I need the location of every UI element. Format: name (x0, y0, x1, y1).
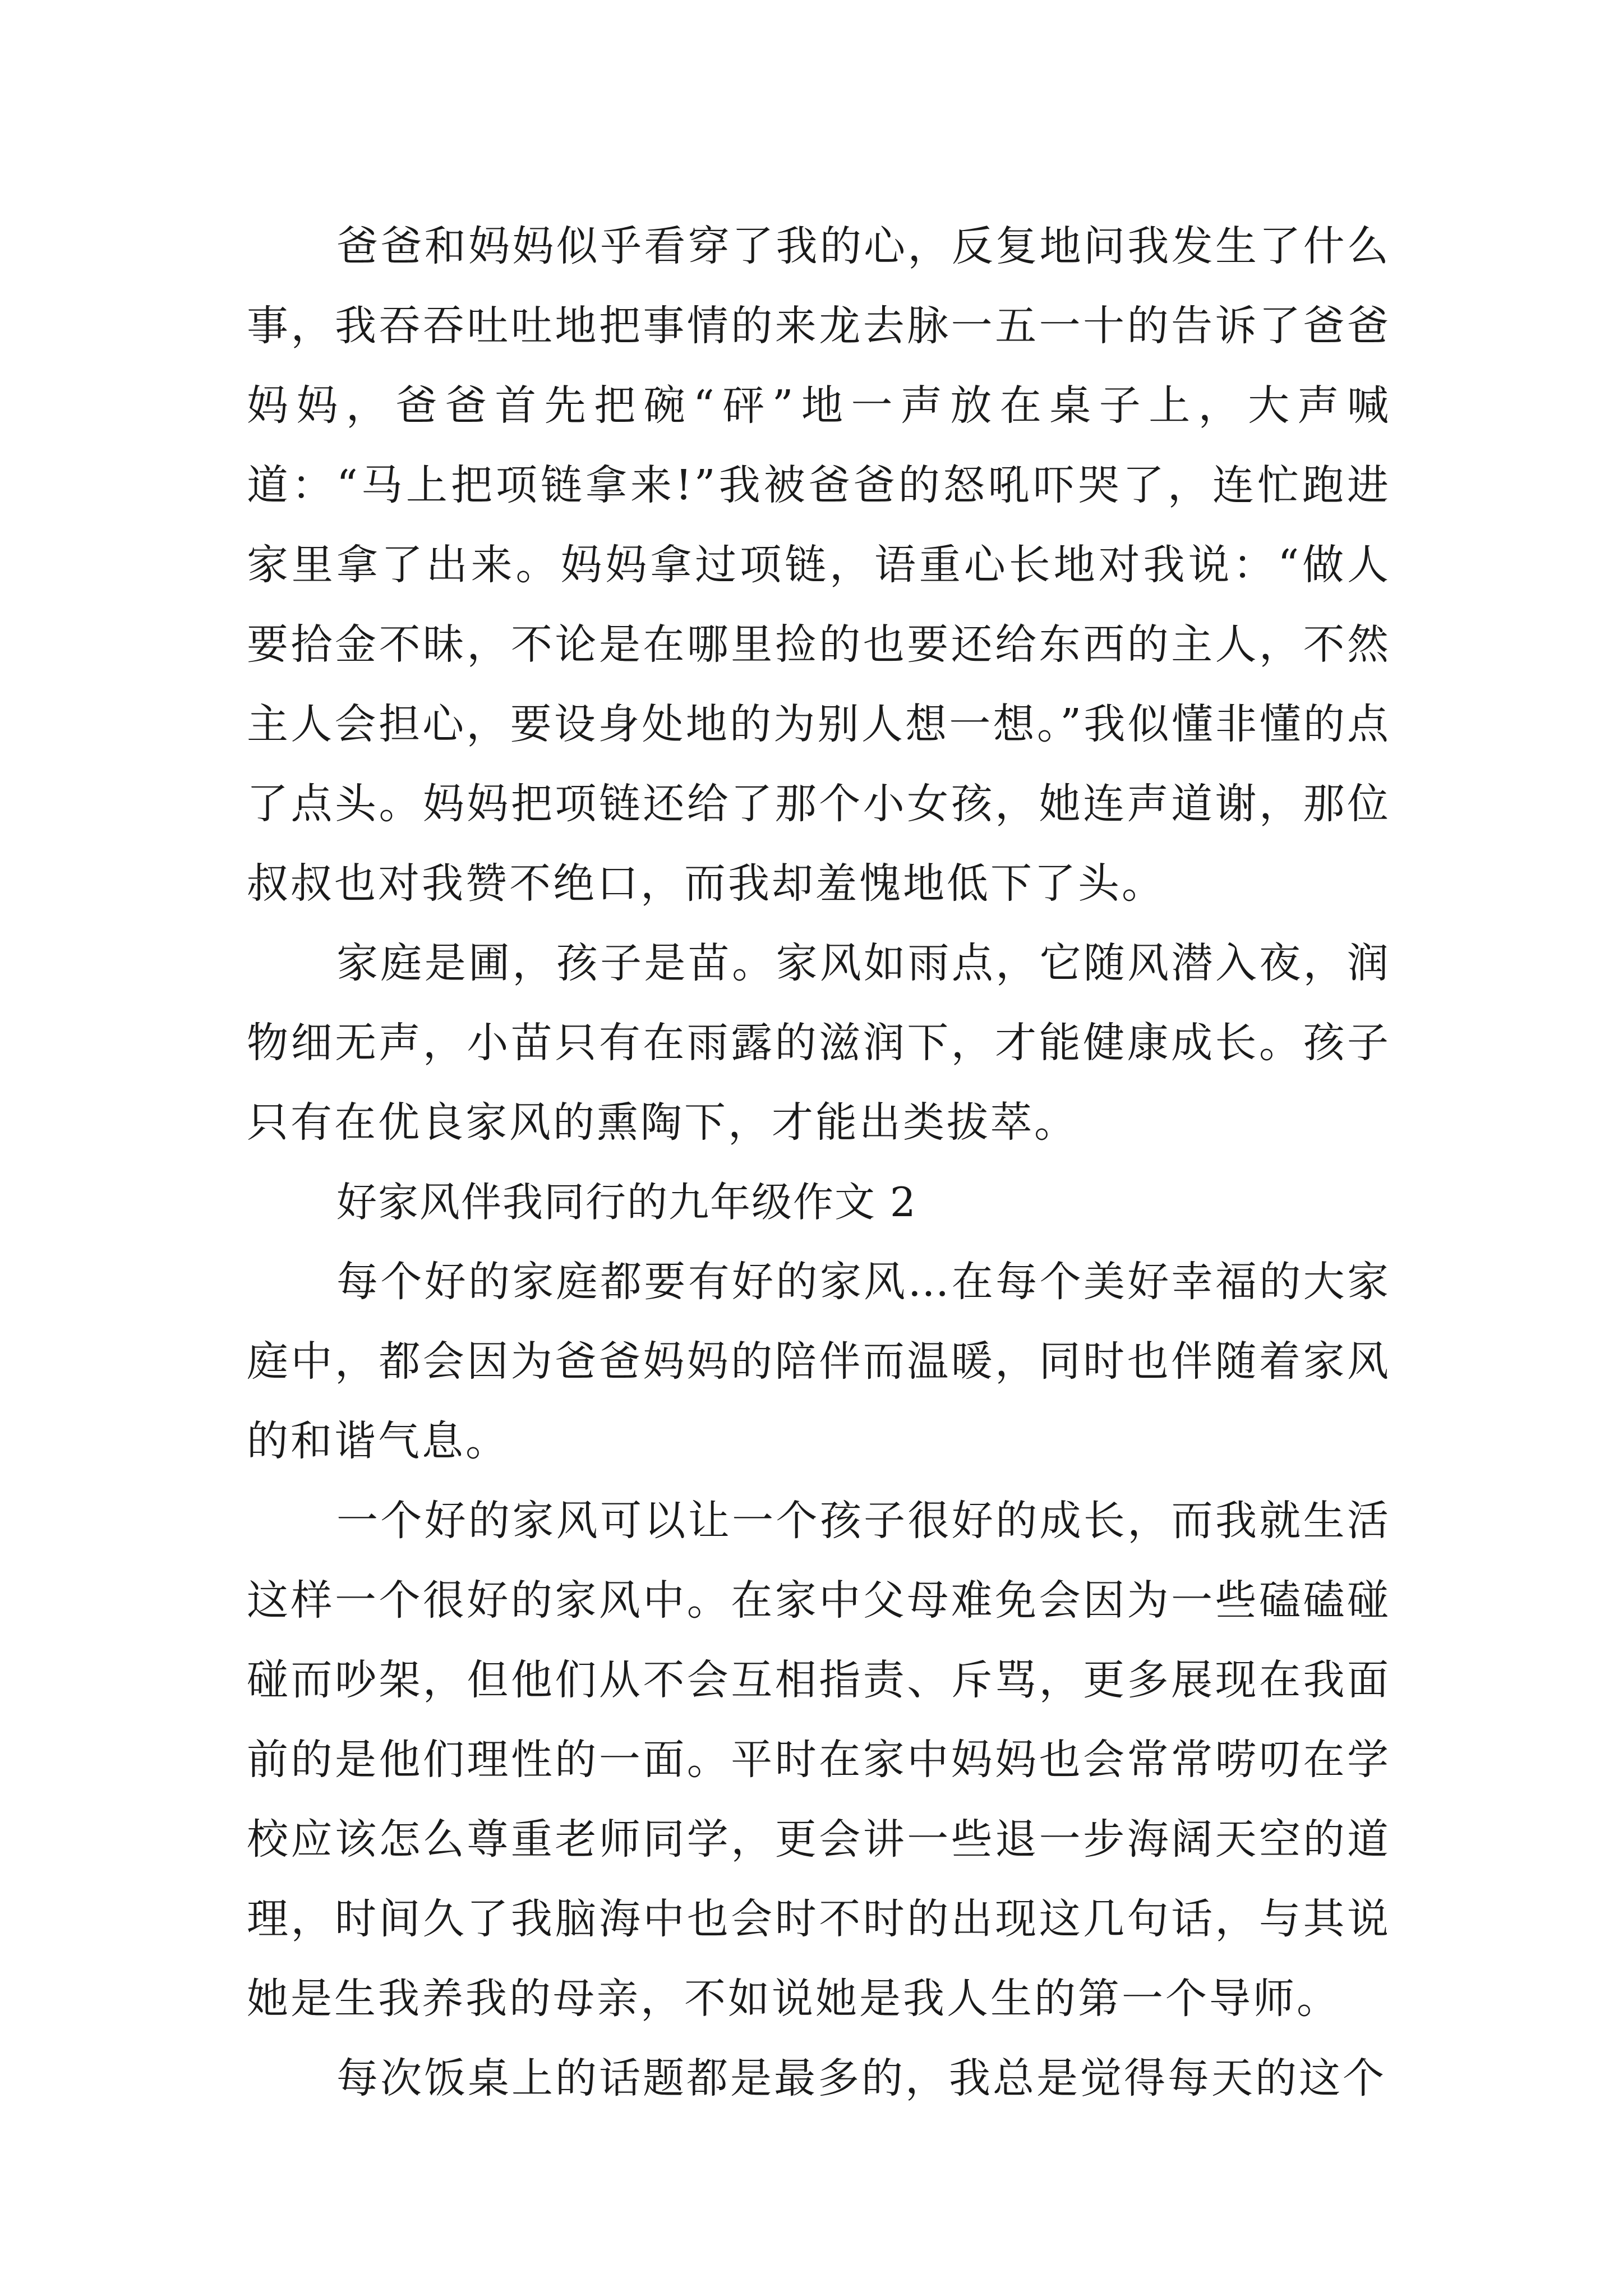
paragraph: 每个好的家庭都要有好的家风…在每个美好幸福的大家庭中，都会因为爸爸妈妈的陪伴而温暖，同时也伴随着家风的和谐气息。 (247, 1258, 1391, 1465)
section-heading: 好家风伴我同行的九年级作文 2 (336, 1179, 917, 1226)
paragraph: 家庭是圃，孩子是苗。家风如雨点，它随风潜入夜，润物细无声，小苗只有在雨露的滋润下，才能健康成长。孩子只有在优良家风的熏陶下，才能出类拔萃。 (247, 939, 1391, 1147)
paragraph: 爸爸和妈妈似乎看穿了我的心，反复地问我发生了什么事，我吞吞吐吐地把事情的来龙去脉一五一十的告诉了爸爸妈妈，爸爸首先把碗“砰”地一声放在桌子上，大声喊道：“马上把项链拿来!”我被爸爸的怒吼吓哭了，连忙跑进家里拿了出来。妈妈拿过项链，语重心长地对我说：“做人要拾金不昧，不论是在哪里捡的也要还给东西的主人，不然主人会担心，要设身处地的为别人想一想。”我似懂非懂的点了点头。妈妈把项链还给了那个小女孩，她连声道谢，那位叔叔也对我赞不绝口，而我却羞愧地低下了头。 (247, 222, 1391, 908)
paragraph: 每次饭桌上的话题都是最多的，我总是觉得每天的这个 (336, 2054, 1386, 2102)
paragraph: 一个好的家风可以让一个孩子很好的成长，而我就生活这样一个很好的家风中。在家中父母难免会因为一些磕磕碰碰而吵架，但他们从不会互相指责、斥骂，更多展现在我面前的是他们理性的一面。平时在家中妈妈也会常常唠叨在学校应该怎么尊重老师同学，更会讲一些退一步海阔天空的道理，时间久了我脑海中也会时不时的出现这几句话，与其说她是生我养我的母亲，不如说她是我人生的第一个导师。 (247, 1497, 1391, 2023)
document-body (247, 206, 1391, 2118)
